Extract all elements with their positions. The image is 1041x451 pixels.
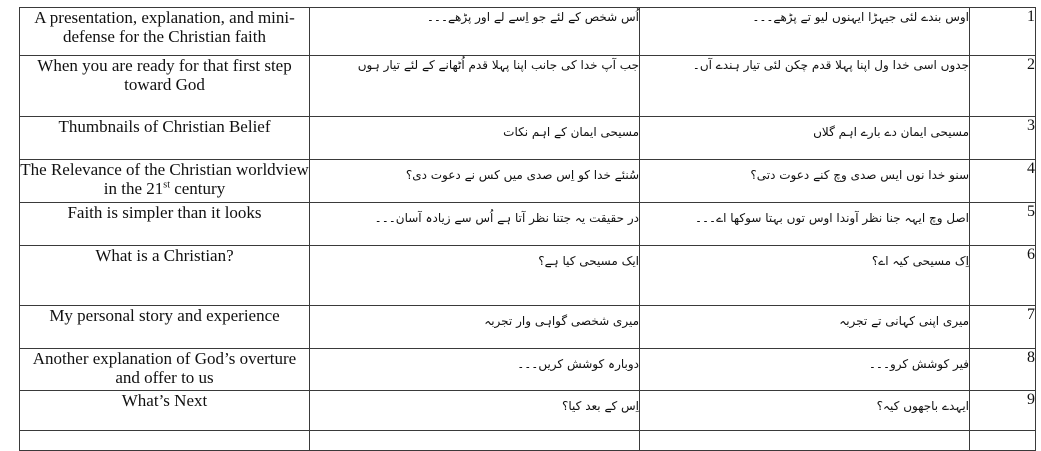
urdu-text: دوبارہ کوشش کریں۔۔۔ bbox=[517, 357, 639, 371]
punjabi-cell bbox=[640, 306, 970, 349]
punjabi-cell: جدوں اسی خدا ول اپنا پہلا قدم چکن لئی تیار ہندے آں۔ bbox=[640, 56, 970, 117]
english-cell: Thumbnails of Christian Belief bbox=[20, 117, 310, 160]
english-cell: A presentation, explanation, and mini-defense for the Christian faith bbox=[20, 8, 310, 56]
punjabi-text: اِک مسیحی کیہ اے؟ bbox=[871, 254, 969, 268]
table-row bbox=[20, 391, 1036, 431]
ordinal-suffix: st bbox=[163, 179, 170, 191]
urdu-cell bbox=[310, 203, 640, 246]
urdu-text: مسیحی ایمان کے اہم نکات bbox=[503, 125, 639, 139]
urdu-cell bbox=[310, 306, 640, 349]
urdu-text: سُنئے خدا کو اِس صدی میں کس نے دعوت دی؟ bbox=[405, 168, 639, 182]
urdu-text: در حقیقت یہ جتنا نظر آتا ہے اُس سے زیادہ آسان۔۔۔ bbox=[374, 211, 639, 225]
row-number: 1 bbox=[970, 8, 1036, 56]
row-number: 4 bbox=[970, 160, 1036, 203]
row-number: 3 bbox=[970, 117, 1036, 160]
empty-cell bbox=[970, 431, 1036, 451]
urdu-cell bbox=[310, 117, 640, 160]
row-number: 7 bbox=[970, 306, 1036, 349]
urdu-cell bbox=[310, 349, 640, 391]
punjabi-text: اصل وچ ایہہ جنا نظر آوندا اوس توں بہتا سوکھا اے۔۔۔ bbox=[694, 211, 969, 225]
english-cell: What’s Next bbox=[20, 391, 310, 431]
punjabi-text: میری اپنی کہانی تے تجربہ bbox=[839, 314, 969, 328]
english-cell: What is a Christian? bbox=[20, 246, 310, 306]
punjabi-text: فیر کوشش کرو۔۔۔ bbox=[868, 357, 969, 371]
english-cell: Faith is simpler than it looks bbox=[20, 203, 310, 246]
row-number: 6 bbox=[970, 246, 1036, 306]
row-number: 5 bbox=[970, 203, 1036, 246]
urdu-text: ایک مسیحی کیا ہے؟ bbox=[538, 254, 639, 268]
punjabi-cell bbox=[640, 246, 970, 306]
row-number: 9 bbox=[970, 391, 1036, 431]
urdu-cell bbox=[310, 160, 640, 203]
empty-cell bbox=[310, 431, 640, 451]
table-row bbox=[20, 349, 1036, 391]
table-row bbox=[20, 306, 1036, 349]
row-number: 2 bbox=[970, 56, 1036, 117]
english-cell bbox=[20, 160, 310, 203]
punjabi-cell bbox=[640, 117, 970, 160]
english-cell: My personal story and experience bbox=[20, 306, 310, 349]
urdu-text: میری شخصی گواہی وار تجربہ bbox=[484, 314, 639, 328]
punjabi-text: ایہدے باجھوں کیہ؟ bbox=[876, 399, 969, 413]
urdu-cell: جب آپ خدا کی جانب اپنا پہلا قدم اُٹھانے کے لئے تیار ہوں bbox=[310, 56, 640, 117]
urdu-cell bbox=[310, 391, 640, 431]
punjabi-text: مسیحی ایمان دے بارے اہم گلاں bbox=[813, 125, 969, 139]
english-cell: Another explanation of God’s overture and offer to us bbox=[20, 349, 310, 391]
table-row bbox=[20, 8, 1036, 56]
punjabi-cell bbox=[640, 349, 970, 391]
urdu-text: اِس کے بعد کیا؟ bbox=[562, 399, 639, 413]
punjabi-cell bbox=[640, 160, 970, 203]
punjabi-cell bbox=[640, 203, 970, 246]
urdu-cell bbox=[310, 246, 640, 306]
english-cell: When you are ready for that first step toward God bbox=[20, 56, 310, 117]
table-row-empty bbox=[20, 431, 1036, 451]
punjabi-text: سنو خدا نوں ایس صدی وچ کنے دعوت دتی؟ bbox=[750, 168, 969, 182]
table-row bbox=[20, 246, 1036, 306]
row-number: 8 bbox=[970, 349, 1036, 391]
english-text-tail: century bbox=[169, 179, 226, 198]
table-row bbox=[20, 160, 1036, 203]
urdu-cell: اُس شخص کے لئے جو اِسے لے اور پڑھے۔۔۔ bbox=[310, 8, 640, 56]
empty-cell bbox=[640, 431, 970, 451]
english-text: The Relevance of the Christian worldview in the 21 bbox=[20, 160, 309, 198]
table-row bbox=[20, 56, 1036, 117]
table-row bbox=[20, 117, 1036, 160]
table-row bbox=[20, 203, 1036, 246]
punjabi-cell bbox=[640, 391, 970, 431]
document-table bbox=[19, 7, 1036, 451]
empty-cell bbox=[20, 431, 310, 451]
punjabi-cell: اوس بندے لئی جیہڑا ایہنوں لیو تے پڑھے۔۔۔ bbox=[640, 8, 970, 56]
